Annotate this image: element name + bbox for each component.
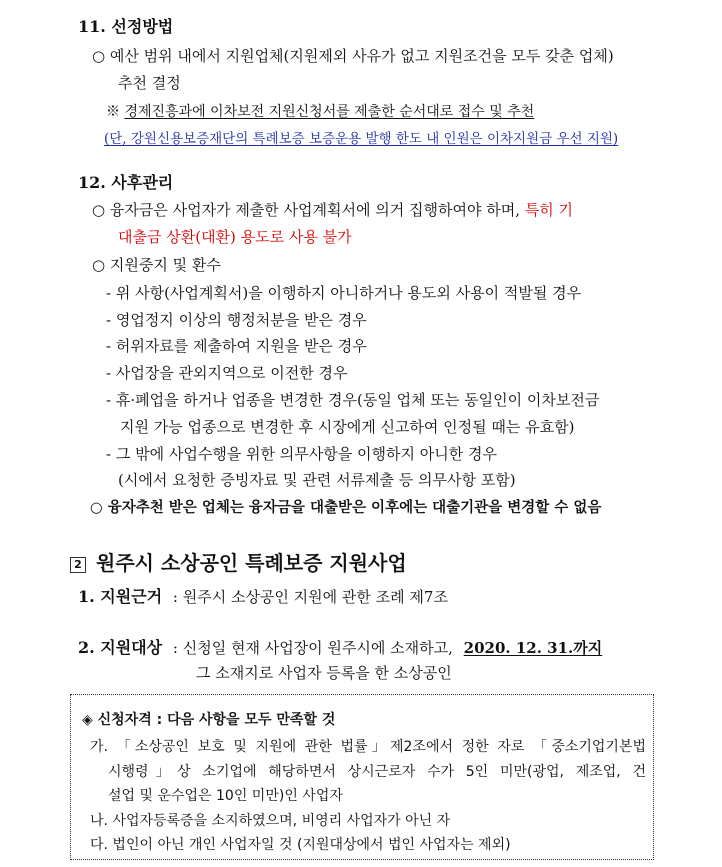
- s11-note: [106, 101, 534, 121]
- p1-label: 1. 지원근거: [78, 587, 163, 606]
- s12-item1-text: ○ 융자금은 사업자가 제출한 사업계획서에 의거 집행하여야 하며,: [92, 201, 520, 219]
- p2-text-c: 그 소재지로 사업자 등록을 한 소상공인: [196, 664, 452, 682]
- note-mark: ※: [106, 104, 120, 120]
- box-ga-line1: 가. 「소상공인 보호 및 지원에 관한 법률」제2조에서 정한 자로 「중소기업기본법: [90, 739, 646, 755]
- s12-sub6-line2: (시에서 요청한 증빙자료 및 관련 서류제출 등 의무사항 포함): [118, 471, 516, 489]
- s11-paren-note: (단, 강원신용보증재단의 특례보증 보증운용 발행 한도 내 인원은 이차지원금 우선 지원): [104, 131, 619, 147]
- p2-label: 2. 지원대상: [78, 638, 163, 657]
- section-number-box: 2: [70, 557, 86, 573]
- s12-sub5-line2: 지원 가능 업종으로 변경한 후 시장에게 신고하여 인정될 때는 유효함): [120, 418, 575, 436]
- p2-date: 2020. 12. 31.까지: [463, 639, 603, 657]
- box-ga-line2: 시행령」상 소기업에 해당하면서 상시근로자 수가 5인 미만(광업, 제조업, 건: [108, 764, 646, 780]
- s12-sub3: - 허위자료를 제출하여 지원을 받은 경우: [106, 337, 367, 355]
- section-2-title: 원주시 소상공인 특례보증 지원사업: [96, 551, 407, 575]
- section-2-title-row: [70, 547, 407, 576]
- section-11-heading: 11. 선정방법: [78, 17, 174, 36]
- box-title: ◈ 신청자격 : 다음 사항을 모두 만족할 것: [82, 712, 336, 728]
- s12-item1-red: 특히 기: [524, 201, 574, 219]
- note-text: 경제진흥과에 이차보전 지원신청서를 제출한 순서대로 접수 및 추천: [124, 104, 535, 120]
- s11-item1-line1: ○ 예산 범위 내에서 지원업체(지원제외 사유가 없고 지원조건을 모두 갖춘 업체): [92, 47, 614, 65]
- s12-item2: ○ 지원중지 및 환수: [92, 256, 221, 274]
- box-da: 다. 법인이 아닌 개인 사업자일 것 (지원대상에서 법인 사업자는 제외): [90, 837, 511, 853]
- p2-row: [78, 635, 602, 658]
- s12-item3: ○ 융자추천 받은 업체는 융자금을 대출받은 이후에는 대출기관을 변경할 수 없음: [90, 499, 602, 516]
- p2-text-a: : 신청일 현재 사업장이 원주시에 소재하고,: [172, 639, 453, 657]
- s12-sub5-line1: - 휴·폐업을 하거나 업종을 변경한 경우(동일 업체 또는 동일인이 이차보전금: [106, 391, 600, 409]
- s12-sub6-line1: - 그 밖에 사업수행을 위한 의무사항을 이행하지 아니한 경우: [106, 445, 497, 463]
- section-12-heading: 12. 사후관리: [78, 173, 174, 192]
- s12-sub2: - 영업정지 이상의 행정처분을 받은 경우: [106, 311, 367, 329]
- s12-sub1: - 위 사항(사업계획서)을 이행하지 아니하거나 용도외 사용이 적발될 경우: [106, 284, 582, 302]
- p1-text: : 원주시 소상공인 지원에 관한 조례 제7조: [172, 588, 448, 606]
- s12-item1-line1: [92, 199, 656, 220]
- s12-sub4: - 사업장을 관외지역으로 이전한 경우: [106, 364, 348, 382]
- s12-item1-line2: 대출금 상환(대환) 용도로 사용 불가: [118, 228, 352, 246]
- box-ga-line3: 설업 및 운수업은 10인 미만)인 사업자: [108, 788, 343, 804]
- p1-row: [78, 584, 448, 607]
- s11-item1-line2: 추천 결정: [118, 74, 181, 92]
- box-na: 나. 사업자등록증을 소지하였으며, 비영리 사업자가 아닌 자: [90, 813, 451, 829]
